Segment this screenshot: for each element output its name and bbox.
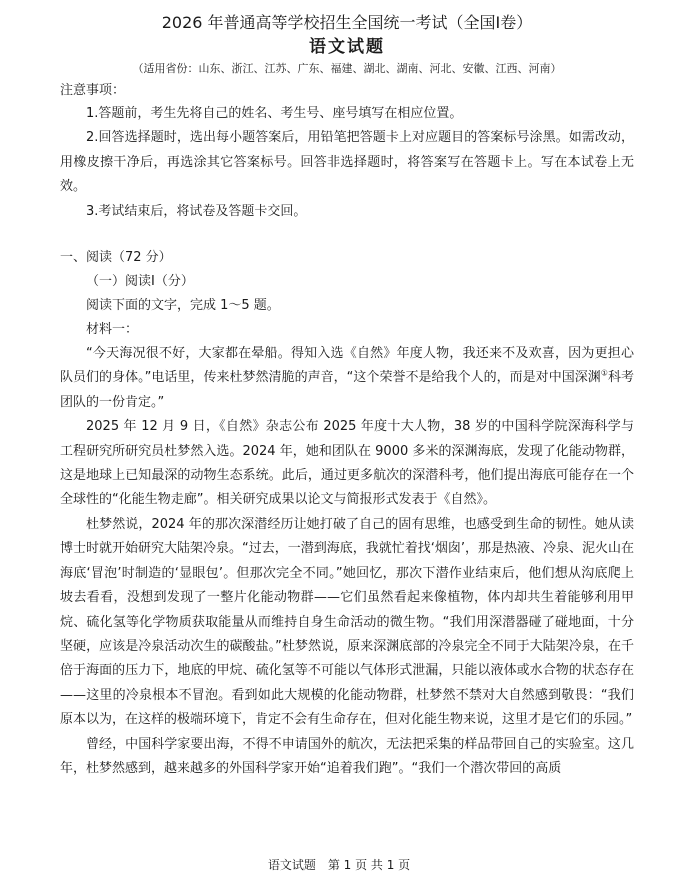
exam-subtitle: 语文试题 [309, 37, 385, 57]
subsection-heading: （一）阅读Ⅰ（分） [86, 274, 194, 290]
paragraph-text: “今天海况很不好，大家都在晕船。得知入选《自然》年度人物，我还来不及欢喜，因为更担心队员们的身体。”电话里，传来杜梦然清脆的声音，“这个荣誉不是给我个人的，而是对中国深渊 [60, 346, 634, 386]
note-item: 2.回答选择题时，选出每小题答案后，用铅笔把答题卡上对应题目的答案标号涂黑。如需改动，用橡皮擦干净后，再选涂其它答案标号。回答非选择题时，将答案写在答题卡上。写在本试卷上无效。 [60, 130, 634, 195]
notes-heading: 注意事项： [60, 83, 126, 98]
section-heading: 一、阅读（72 分） [60, 250, 172, 266]
passage-paragraph [60, 342, 634, 415]
exam-title: 2026 年普通高等学校招生全国统一考试（全国Ⅰ卷） [161, 13, 533, 32]
note-item: 1.答题前，考生先将自己的姓名、考生号、座号填写在相应位置。 [86, 106, 463, 121]
applicable-provinces: （适用省份：山东、浙江、江苏、广东、福建、湖北、湖南、河北、安徽、江西、河南） [132, 62, 562, 75]
reading-section [60, 246, 634, 781]
reading-instruction: 阅读下面的文字，完成 1～5 题。 [86, 298, 280, 314]
material-label: 材料一： [86, 322, 139, 338]
page-footer: 语文试题 第 1 页 共 1 页 [267, 858, 411, 872]
paragraph-text: 科考团队的一份肯定。” [60, 370, 634, 410]
passage-paragraph: 杜梦然说，2024 年的那次深潜经历让她打破了自己的固有思维，也感受到生命的韧性。她从读博士时就开始研究大陆架冷泉。“过去，一潜到海底，我就忙着找‘烟囱’，那是热液、冷泉、泥火山在海底‘冒泡’时制造的‘显眼包’。但那次完全不同。”她回忆，那次下潜作业结束后，他们想从沟底爬上坡去看看，没想到发现了一整片化能动物群——它们虽然看起来像植物，体内却共生着能够利用甲烷、硫化氢等化学物质获取能量从而维持自身生命活动的微生物。“我们用深潜器碰了碰地面，十分坚硬，应该是冷泉活动次生的碳酸盐。”杜梦然说，原来深渊底部的冷泉完全不同于大陆架冷泉，在千倍于海面的压力下，地底的甲烷、硫化氢等不可能以气体形式泄漏，只能以液体或水合物的状态存在——这里的冷泉根本不冒泡。看到如此大规模的化能动物群，杜梦然不禁对大自然感到敬畏：“我们原本以为，在这样的极端环境下，肯定不会有生命存在，但对化能生物来说，这里才是它们的乐园。” [60, 516, 635, 728]
passage-paragraph: 2025 年 12 月 9 日，《自然》杂志公布 2025 年度十大人物，38 岁的中国科学院深海科学与工程研究所研究员杜梦然入选。2024 年，她和团队在 9000 多米的深渊海底，发现了化能动物群，这是地球上已知最深的动物生态系统。此后，通过更多航次的深潜科考，他们提出海底可能存在一个全球性的“化能生物走廊”。相关研究成果以论文与简报形式发表于《自然》。 [60, 419, 634, 508]
passage-paragraph: 曾经，中国科学家要出海，不得不申请国外的航次，无法把采集的样品带回自己的实验室。这几年，杜梦然感到，越来越多的外国科学家开始“追着我们跑”。“我们一个潜次带回的高质 [60, 736, 634, 776]
note-item: 3.考试结束后，将试卷及答题卡交回。 [86, 203, 307, 219]
footnote-marker: ① [600, 369, 608, 379]
notes-block [60, 80, 634, 224]
